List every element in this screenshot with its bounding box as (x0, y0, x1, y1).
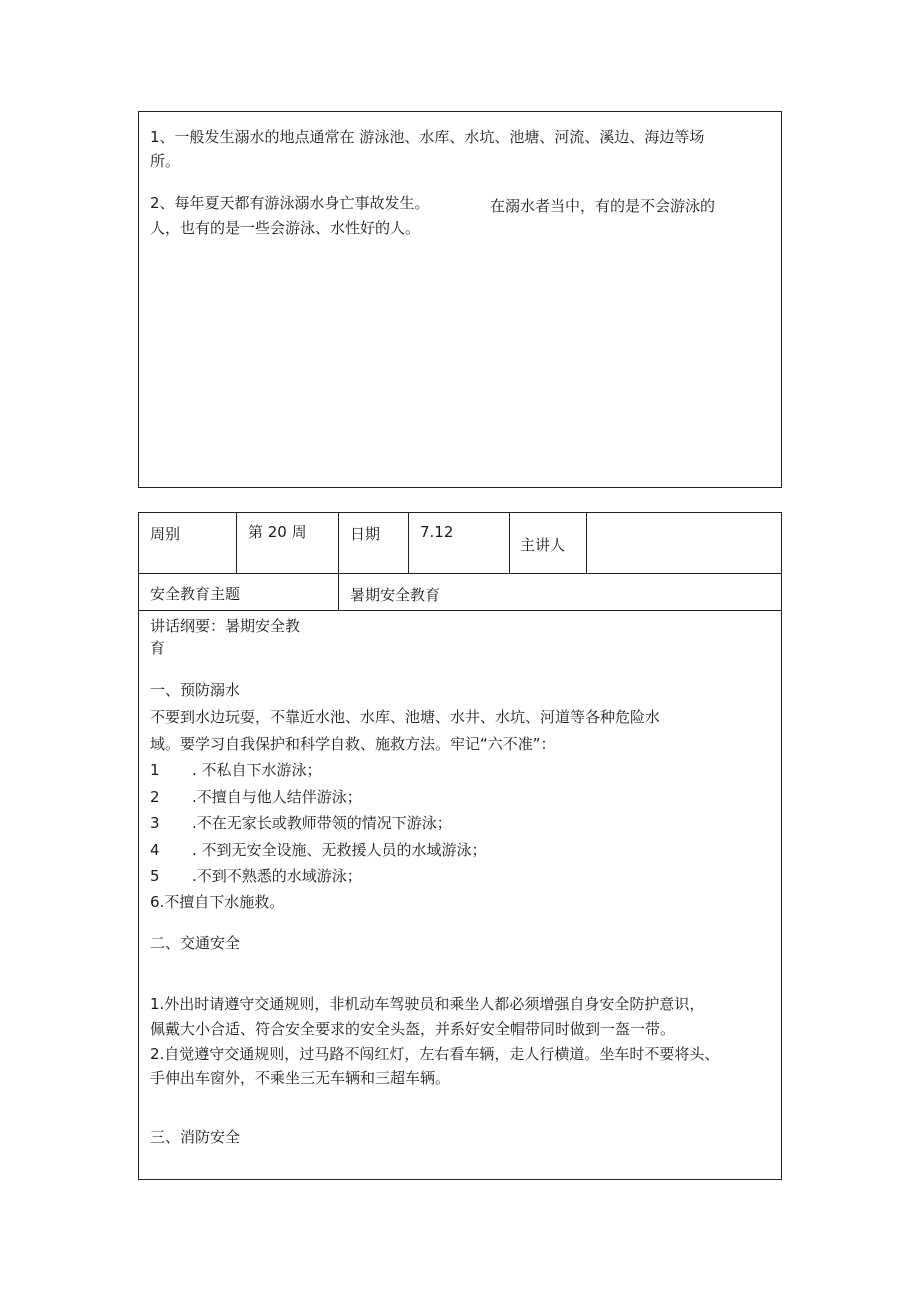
paragraph-2-line-1a: 2、每年夏天都有游泳溺水身亡事故发生。 (150, 194, 430, 212)
paragraph-2-line-1b: 在溺水者当中，有的是不会游泳的 (490, 197, 716, 215)
table-col-divider (236, 512, 237, 574)
table-row-divider (138, 610, 782, 611)
section-1-title: 一、预防溺水 (150, 681, 241, 699)
table-col-divider (586, 512, 587, 574)
section-2-title: 二、交通安全 (150, 934, 241, 952)
rule-3-text: .不在无家长或教师带领的情况下游泳； (192, 814, 452, 832)
table-col-divider (338, 512, 339, 611)
date-value: 7.12 (420, 523, 454, 541)
rule-1-number: 1 (150, 761, 160, 779)
rule-4-text: . 不到无安全设施、无救援人员的水域游泳； (192, 841, 487, 859)
topic-label: 安全教育主题 (150, 585, 241, 603)
section-2-para-1-line-1: 1.外出时请遵守交通规则，非机动车驾驶员和乘坐人都必须增强自身安全防护意识， (150, 995, 705, 1013)
rule-1-text: . 不私自下水游泳； (192, 761, 322, 779)
table-col-divider (408, 512, 409, 574)
table-row-divider (138, 573, 782, 574)
week-label: 周别 (150, 525, 181, 543)
rule-2-text: .不擅自与他人结伴游泳； (192, 788, 362, 806)
outline-line-1: 讲话纲要：暑期安全教 (150, 617, 301, 635)
section-1-para-line-1: 不要到水边玩耍，不靠近水池、水库、池塘、水井、水坑、河道等各种危险水 (150, 708, 661, 726)
rule-5-number: 5 (150, 867, 160, 885)
table-col-divider (509, 512, 510, 574)
date-label: 日期 (350, 525, 381, 543)
section-2-para-1-line-2: 佩戴大小合适、符合安全要求的安全头盔，并系好安全帽带同时做到一盔一带。 (150, 1020, 676, 1038)
section-3-title: 三、消防安全 (150, 1128, 241, 1146)
section-1-para-line-2: 域。要学习自我保护和科学自救、施救方法。牢记“六不准”： (150, 735, 556, 753)
section-2-para-2-line-1: 2.自觉遵守交通规则，过马路不闯红灯，左右看车辆，走人行横道。坐车时不要将头、 (150, 1045, 720, 1063)
paragraph-1-line-1: 1、一般发生溺水的地点通常在 游泳池、水库、水坑、池塘、河流、溪边、海边等场 (150, 128, 705, 146)
speaker-label: 主讲人 (520, 536, 566, 554)
paragraph-1-line-2: 所。 (150, 152, 181, 170)
topic-value: 暑期安全教育 (350, 586, 441, 604)
rule-4-number: 4 (150, 841, 160, 859)
rule-3-number: 3 (150, 814, 160, 832)
paragraph-2-line-2: 人，也有的是一些会游泳、水性好的人。 (150, 219, 421, 237)
rule-5-text: .不到不熟悉的水域游泳； (192, 867, 362, 885)
section-2-para-2-line-2: 手伸出车窗外，不乘坐三无车辆和三超车辆。 (150, 1069, 451, 1087)
week-value: 第 20 周 (248, 523, 307, 541)
rule-2-number: 2 (150, 788, 160, 806)
rule-6: 6.不擅自下水施救。 (150, 893, 285, 911)
top-content-box (138, 111, 782, 488)
outline-line-2: 育 (150, 639, 166, 657)
